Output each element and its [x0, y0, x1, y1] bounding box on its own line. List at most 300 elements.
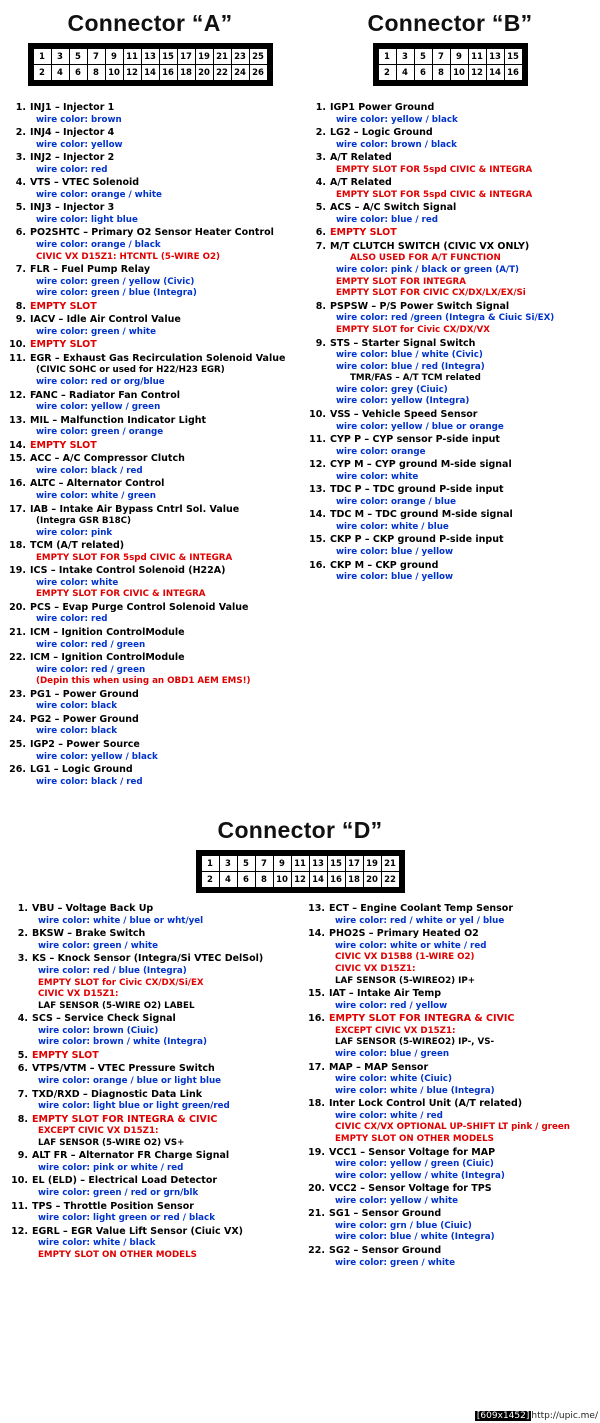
pin-row-bottom — [33, 65, 267, 81]
pin-cell: 5 — [69, 49, 87, 65]
pin-label: A/T Related — [330, 177, 392, 189]
pin-detail: wire color: red / yellow — [335, 1000, 448, 1011]
pin-entry — [8, 1050, 295, 1063]
pin-entry — [6, 102, 294, 126]
pin-cell: 25 — [249, 49, 267, 65]
pin-number: 1. — [17, 903, 28, 915]
pin-cell: 2 — [378, 65, 396, 81]
pin-entry — [6, 602, 294, 626]
pin-label: VTS – VTEC Solenoid — [30, 177, 140, 189]
pin-entry — [8, 1114, 295, 1150]
pin-detail: EMPTY SLOT FOR 5spd CIVIC & INTEGRA — [336, 164, 533, 175]
pin-cell: 4 — [51, 65, 69, 81]
pin-label: CKP P – CKP ground P-side input — [330, 534, 504, 546]
pin-number: 12. — [11, 1225, 28, 1237]
pin-number: 15. — [309, 534, 326, 546]
pin-detail: wire color: white — [36, 577, 119, 588]
pin-detail: wire color: yellow / green — [36, 402, 161, 413]
pin-cell: 11 — [123, 49, 141, 65]
pin-entry — [306, 102, 594, 126]
pin-entry — [305, 1208, 592, 1244]
pin-row-top — [378, 49, 522, 65]
pin-detail: EMPTY SLOT for Civic CX/DX/Si/EX — [38, 977, 204, 988]
pin-cell: 13 — [486, 49, 504, 65]
pin-label: IAB – Intake Air Bypass Cntrl Sol. Value — [30, 503, 240, 515]
pin-entry — [6, 227, 294, 263]
pin-number: 11. — [11, 1200, 28, 1212]
pin-number: 5. — [17, 1049, 28, 1061]
pin-entry — [6, 127, 294, 151]
pin-row-bottom — [378, 65, 522, 81]
pin-entry — [305, 988, 592, 1012]
pin-label: PHO2S – Primary Heated O2 — [329, 928, 479, 940]
pin-number: 7. — [15, 264, 26, 276]
pin-cell: 15 — [327, 856, 345, 872]
connector-d-list-left — [8, 903, 295, 1270]
pin-number: 6. — [315, 227, 326, 239]
pin-cell: 1 — [378, 49, 396, 65]
pin-entry — [6, 714, 294, 738]
pin-cell: 13 — [141, 49, 159, 65]
pin-number: 18. — [9, 540, 26, 552]
pin-label: Inter Lock Control Unit (A/T related) — [329, 1098, 523, 1110]
pin-entry — [306, 459, 594, 483]
pin-entry — [306, 509, 594, 533]
pin-cell: 17 — [177, 49, 195, 65]
pin-number: 10. — [309, 409, 326, 420]
pin-detail: wire color: red or org/blue — [36, 377, 165, 388]
pin-cell: 6 — [237, 872, 255, 888]
pin-entry — [6, 353, 294, 389]
pin-number: 13. — [309, 484, 326, 496]
image-dimensions: [609x1452] — [476, 1411, 530, 1421]
pin-detail: wire color: brown — [36, 114, 122, 125]
pin-detail: wire color: pink / black or green (A/T) — [336, 265, 519, 276]
pin-detail: EMPTY SLOT FOR INTEGRA — [336, 276, 466, 287]
pin-number: 19. — [308, 1146, 325, 1158]
pin-entry — [305, 1147, 592, 1183]
pin-label: EMPTY SLOT FOR INTEGRA & CIVIC — [329, 1013, 515, 1025]
pin-detail: CIVIC CX/VX OPTIONAL UP-SHIFT LT pink / green — [335, 1122, 570, 1133]
pin-number: 3. — [315, 152, 326, 164]
pin-entry — [8, 953, 295, 1012]
pin-detail: wire color: blue / green — [335, 1048, 450, 1059]
pin-label: MAP – MAP Sensor — [329, 1061, 429, 1073]
pin-number: 2. — [315, 127, 326, 139]
pin-cell: 5 — [237, 856, 255, 872]
pin-detail: ALSO USED FOR A/T FUNCTION — [350, 253, 501, 264]
pin-detail: wire color: black — [36, 701, 118, 712]
pin-cell: 21 — [381, 856, 399, 872]
pin-number: 4. — [15, 177, 26, 189]
pin-cell: 11 — [468, 49, 486, 65]
pin-entry — [305, 1098, 592, 1145]
pin-label: TDC P – TDC ground P-side input — [330, 484, 504, 496]
pin-row-top — [33, 49, 267, 65]
pin-number: 14. — [308, 928, 325, 940]
pin-detail: wire color: yellow / blue or orange — [336, 421, 504, 432]
pin-label: ICS – Intake Control Solenoid (H22A) — [30, 565, 226, 577]
pin-cell: 10 — [273, 872, 291, 888]
pin-cell: 15 — [159, 49, 177, 65]
pin-detail: wire color: green / red or grn/blk — [38, 1187, 199, 1198]
pin-cell: 3 — [51, 49, 69, 65]
pin-cell: 9 — [105, 49, 123, 65]
pin-label: EMPTY SLOT — [30, 339, 97, 351]
pin-cell: 20 — [363, 872, 381, 888]
pin-label: TDC M – TDC ground M-side signal — [330, 509, 513, 521]
pin-cell: 14 — [309, 872, 327, 888]
pin-detail: EXCEPT CIVIC VX D15Z1: — [335, 1025, 456, 1036]
pin-label: PSPSW – P/S Power Switch Signal — [330, 300, 510, 312]
pin-label: BKSW – Brake Switch — [32, 928, 146, 940]
pin-detail: wire color: light green or red / black — [38, 1213, 215, 1224]
pin-detail: wire color: white (Ciuic) — [335, 1074, 452, 1085]
pin-entry — [306, 202, 594, 226]
pin-number: 11. — [309, 434, 326, 446]
pin-number: 12. — [9, 389, 26, 401]
connector-d-section — [0, 807, 600, 1270]
pin-entry — [305, 903, 592, 927]
connector-d-title: Connector “D” — [217, 817, 383, 844]
pin-entry — [8, 1063, 295, 1087]
pin-number: 3. — [17, 953, 28, 965]
pin-entry — [305, 1013, 592, 1060]
pin-number: 7. — [315, 240, 326, 252]
pin-number: 5. — [315, 202, 326, 214]
pin-number: 16. — [9, 478, 26, 490]
pin-entry — [6, 652, 294, 688]
pin-detail: EMPTY SLOT FOR CIVIC CX/DX/LX/EX/Si — [336, 288, 526, 299]
pin-entry — [6, 390, 294, 414]
pin-detail: EMPTY SLOT FOR CIVIC & INTEGRA — [36, 589, 206, 600]
pin-cell: 5 — [414, 49, 432, 65]
pin-detail: wire color: green / white — [36, 326, 156, 337]
connector-a-panel — [0, 10, 300, 789]
pin-detail: CIVIC VX D15Z1: — [335, 964, 416, 974]
pin-label: EMPTY SLOT — [30, 439, 97, 451]
pin-number: 6. — [15, 227, 26, 239]
pin-entry — [305, 1245, 592, 1269]
pin-entry — [6, 314, 294, 338]
pin-label: CYP M – CYP ground M-side signal — [330, 459, 512, 471]
pin-number: 5. — [15, 202, 26, 214]
pin-detail: wire color: black / red — [36, 776, 143, 787]
pin-detail: wire color: white / black — [38, 1238, 156, 1249]
pin-detail: (CIVIC SOHC or used for H22/H23 EGR) — [36, 365, 225, 376]
pin-detail: wire color: white / blue or wht/yel — [38, 915, 204, 926]
pin-label: SG1 – Sensor Ground — [329, 1208, 442, 1220]
pin-number: 9. — [17, 1150, 28, 1162]
pin-cell: 4 — [219, 872, 237, 888]
pin-number: 9. — [315, 337, 326, 349]
pin-detail: wire color: green / white — [38, 940, 158, 951]
pin-label: IGP2 – Power Source — [30, 739, 140, 751]
pin-entry — [6, 177, 294, 201]
pin-detail: wire color: orange — [336, 446, 426, 457]
pin-label: INJ1 – Injector 1 — [30, 102, 115, 113]
pin-label: PG1 – Power Ground — [30, 688, 139, 700]
pin-label: ICM – Ignition ControlModule — [30, 627, 185, 639]
pin-cell: 6 — [414, 65, 432, 81]
pin-label: TXD/RXD – Diagnostic Data Link — [32, 1088, 203, 1100]
pin-cell: 18 — [177, 65, 195, 81]
pin-entry — [306, 534, 594, 558]
pin-detail: wire color: green / yellow (Civic) — [36, 276, 195, 287]
pin-number: 13. — [308, 903, 325, 915]
pin-number: 12. — [309, 459, 326, 471]
pin-detail: wire color: red / green — [36, 664, 146, 675]
pin-detail: wire color: white or white / red — [335, 940, 487, 951]
pin-label: LG2 – Logic Ground — [330, 127, 433, 139]
pin-number: 9. — [15, 314, 26, 326]
pin-label: EGR – Exhaust Gas Recirculation Solenoid Value — [30, 352, 286, 364]
pin-cell: 2 — [33, 65, 51, 81]
pin-detail: wire color: blue / white (Civic) — [336, 350, 483, 361]
pin-label: PG2 – Power Ground — [30, 713, 139, 725]
pin-cell: 1 — [33, 49, 51, 65]
pin-cell: 19 — [195, 49, 213, 65]
pin-detail: wire color: yellow / green (Ciuic) — [335, 1159, 494, 1170]
pin-cell: 18 — [345, 872, 363, 888]
pin-entry — [6, 739, 294, 763]
pin-number: 8. — [15, 300, 26, 312]
connector-b-list — [300, 96, 600, 584]
pin-label: ACC – A/C Compressor Clutch — [30, 453, 185, 465]
pin-label: INJ2 – Injector 2 — [30, 152, 115, 164]
pin-label: ECT – Engine Coolant Temp Sensor — [329, 903, 514, 915]
pin-detail: wire color: pink — [36, 527, 113, 538]
pin-entry — [306, 177, 594, 201]
pin-cell: 12 — [123, 65, 141, 81]
pin-entry — [306, 301, 594, 337]
pin-detail: wire color: orange / white — [36, 189, 162, 200]
pin-label: CKP M – CKP ground — [330, 559, 439, 571]
pin-entry — [305, 928, 592, 987]
pin-number: 10. — [9, 339, 26, 351]
pin-number: 1. — [15, 102, 26, 113]
pin-entry — [6, 478, 294, 502]
pin-number: 15. — [9, 453, 26, 465]
pin-cell: 12 — [291, 872, 309, 888]
pin-number: 20. — [9, 601, 26, 613]
pin-entry — [6, 540, 294, 564]
pin-row-bottom — [201, 872, 399, 888]
pin-cell: 1 — [201, 856, 219, 872]
pin-entry — [6, 764, 294, 788]
pin-cell: 17 — [345, 856, 363, 872]
pin-detail: wire color: orange / blue — [336, 496, 456, 507]
pin-detail: wire color: brown / black — [336, 139, 457, 150]
pin-entry — [6, 415, 294, 439]
pin-label: FLR – Fuel Pump Relay — [30, 264, 151, 276]
pin-entry — [6, 453, 294, 477]
pin-label: VCC2 – Sensor Voltage for TPS — [329, 1183, 492, 1195]
pin-entry — [6, 565, 294, 601]
pin-number: 15. — [308, 988, 325, 1000]
pin-entry — [6, 440, 294, 453]
pin-label: SCS – Service Check Signal — [32, 1013, 176, 1025]
connector-d-pin-table — [201, 855, 400, 888]
pin-cell: 9 — [450, 49, 468, 65]
pin-cell: 3 — [219, 856, 237, 872]
pin-number: 22. — [9, 652, 26, 664]
pin-entry — [6, 301, 294, 314]
pin-number: 2. — [15, 127, 26, 139]
pin-entry — [8, 1175, 295, 1199]
pin-cell: 7 — [432, 49, 450, 65]
pin-label: ICM – Ignition ControlModule — [30, 652, 185, 664]
pin-number: 21. — [308, 1208, 325, 1220]
pin-label: INJ4 – Injector 4 — [30, 127, 115, 139]
pin-number: 20. — [308, 1183, 325, 1195]
pin-label: EGRL – EGR Value Lift Sensor (Ciuic VX) — [32, 1225, 244, 1237]
pin-row-top — [201, 856, 399, 872]
pin-detail: wire color: red / blue (Integra) — [38, 965, 187, 976]
pin-detail: wire color: light blue — [36, 214, 138, 225]
pin-number: 24. — [9, 713, 26, 725]
pin-label: PCS – Evap Purge Control Solenoid Value — [30, 601, 249, 613]
pin-detail: wire color: grey (Ciuic) — [336, 384, 448, 395]
connector-a-pin-diagram — [0, 43, 300, 86]
pin-cell: 24 — [231, 65, 249, 81]
pin-detail: (Integra GSR B18C) — [36, 516, 131, 526]
pin-label: ACS – A/C Switch Signal — [330, 202, 457, 214]
pin-cell: 26 — [249, 65, 267, 81]
pin-entry — [306, 127, 594, 151]
pin-cell: 22 — [213, 65, 231, 81]
pin-label: M/T CLUTCH SWITCH (CIVIC VX ONLY) — [330, 240, 530, 252]
pin-cell: 20 — [195, 65, 213, 81]
pin-detail: wire color: blue / red — [336, 214, 438, 225]
pin-detail: wire color: blue / yellow — [336, 546, 454, 557]
connector-a-pin-table — [33, 48, 268, 81]
pin-number: 13. — [9, 414, 26, 426]
pin-cell: 3 — [396, 49, 414, 65]
connector-b-pin-diagram — [300, 43, 600, 86]
pin-detail: wire color: brown / white (Integra) — [38, 1037, 207, 1048]
pin-number: 25. — [9, 739, 26, 751]
pin-detail: TMR/FAS – A/T TCM related — [350, 373, 481, 384]
pin-cell: 8 — [87, 65, 105, 81]
pin-detail: wire color: white / green — [36, 490, 156, 501]
pin-detail: LAF SENSOR (5-WIRE O2) VS+ — [38, 1137, 185, 1148]
pin-label: EMPTY SLOT — [30, 300, 97, 312]
pin-entry — [306, 241, 594, 300]
pin-detail: CIVIC VX D15Z1: — [38, 989, 119, 1000]
pin-entry — [8, 928, 295, 952]
pin-cell: 16 — [327, 872, 345, 888]
pin-cell: 8 — [432, 65, 450, 81]
pin-cell: 12 — [468, 65, 486, 81]
pin-detail: wire color: red /green (Integra & Ciuic Si/EX) — [336, 313, 555, 324]
pin-number: 14. — [9, 439, 26, 451]
pin-number: 8. — [17, 1113, 28, 1125]
pin-detail: wire color: yellow — [36, 139, 123, 150]
connector-d-pin-diagram — [0, 850, 600, 893]
connector-a-title: Connector “A” — [67, 10, 233, 36]
pin-cell: 7 — [87, 49, 105, 65]
pin-number: 4. — [17, 1013, 28, 1025]
pin-entry — [306, 152, 594, 176]
pin-detail: wire color: white — [336, 471, 419, 482]
pin-cell: 21 — [213, 49, 231, 65]
pin-label: LG1 – Logic Ground — [30, 764, 133, 776]
pin-cell: 19 — [363, 856, 381, 872]
pin-label: IGP1 Power Ground — [330, 102, 435, 113]
connector-b-title: Connector “B” — [367, 10, 533, 36]
pin-detail: EMPTY SLOT for Civic CX/DX/VX — [336, 324, 490, 335]
pin-detail: EMPTY SLOT FOR 5spd CIVIC & INTEGRA — [36, 552, 233, 563]
pin-cell: 13 — [309, 856, 327, 872]
pin-number: 16. — [308, 1013, 325, 1025]
pin-number: 14. — [309, 509, 326, 521]
pin-number: 11. — [9, 352, 26, 364]
pin-detail: wire color: brown (Ciuic) — [38, 1025, 159, 1036]
pin-entry — [8, 1089, 295, 1113]
pin-detail: wire color: yellow / white (Integra) — [335, 1170, 505, 1181]
pin-entry — [6, 152, 294, 176]
pin-entry — [6, 689, 294, 713]
pin-detail: wire color: yellow (Integra) — [336, 396, 470, 407]
pin-entry — [6, 202, 294, 226]
pin-detail: wire color: orange / blue or light blue — [38, 1075, 222, 1086]
pin-entry — [306, 338, 594, 408]
pin-detail: LAF SENSOR (5-WIRE O2) LABEL — [38, 1000, 195, 1011]
pin-entry — [306, 484, 594, 508]
pin-detail: wire color: yellow / black — [336, 114, 458, 125]
pin-cell: 7 — [255, 856, 273, 872]
pin-number: 16. — [309, 559, 326, 571]
pin-label: FANC – Radiator Fan Control — [30, 389, 180, 401]
pin-entry — [6, 504, 294, 540]
connector-d-lists — [0, 903, 600, 1270]
pin-entry — [306, 560, 594, 584]
pin-label: ALT FR – Alternator FR Charge Signal — [32, 1150, 230, 1162]
connector-a-list — [0, 96, 300, 788]
connector-d-list-right — [305, 903, 592, 1270]
pin-detail: wire color: green / blue (Integra) — [36, 288, 197, 299]
connector-b-pin-table — [378, 48, 523, 81]
pin-cell: 10 — [105, 65, 123, 81]
pin-detail: wire color: black — [36, 726, 118, 737]
pin-detail: wire color: green / white — [335, 1257, 455, 1268]
pin-entry — [6, 339, 294, 352]
pin-label: VTPS/VTM – VTEC Pressure Switch — [32, 1063, 215, 1075]
image-source: http://upic.me/ — [531, 1411, 598, 1421]
pin-detail: wire color: red / green — [36, 639, 146, 650]
pin-entry — [8, 1013, 295, 1049]
pin-label: ALTC – Alternator Control — [30, 478, 165, 490]
pin-number: 4. — [315, 177, 326, 189]
pin-detail: wire color: yellow / white — [335, 1195, 459, 1206]
pin-label: EMPTY SLOT FOR INTEGRA & CIVIC — [32, 1113, 218, 1125]
pin-cell: 23 — [231, 49, 249, 65]
pin-detail: wire color: blue / red (Integra) — [336, 361, 485, 372]
pin-entry — [6, 627, 294, 651]
pin-label: IAT – Intake Air Temp — [329, 988, 442, 1000]
pin-detail: wire color: green / orange — [36, 427, 164, 438]
pin-number: 26. — [9, 764, 26, 776]
pin-number: 6. — [17, 1063, 28, 1075]
pin-label: VSS – Vehicle Speed Sensor — [330, 409, 478, 420]
pin-number: 21. — [9, 627, 26, 639]
pin-detail: wire color: black / red — [36, 465, 143, 476]
pin-cell: 4 — [396, 65, 414, 81]
pin-detail: wire color: red — [36, 164, 108, 175]
pin-cell: 15 — [504, 49, 522, 65]
pin-number: 1. — [315, 102, 326, 113]
